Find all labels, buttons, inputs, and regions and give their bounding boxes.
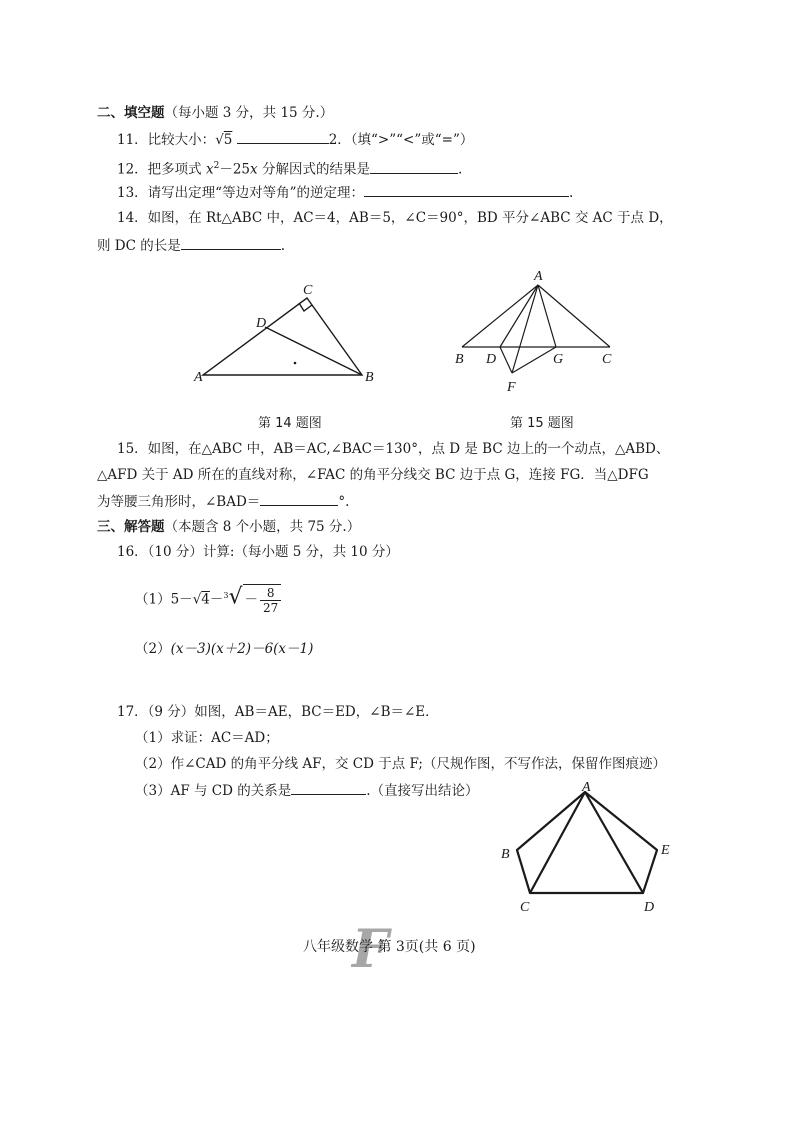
q15-line3-text: 为等腰三角形时，∠BAD＝ [97,494,261,510]
fig15-line-df [500,347,512,373]
fig14-label-d: D [256,316,267,331]
fig14-label-c: C [303,283,313,298]
figure-15 [450,265,630,400]
q16-p1-minus: － [209,591,224,608]
q12-coefficient: －25 [219,161,251,178]
question-14-line2 [97,236,285,255]
fraction-denominator: 27 [263,600,279,615]
fig17-label-c: C [520,900,530,915]
section-3-heading: 三、解答题 [97,519,165,535]
fig17-label-b: B [501,847,510,862]
q17-p3-end: .（直接写出结论） [366,783,479,799]
q17-p3-text: （3）AF 与 CD 的关系是 [135,783,292,799]
fig17-label-e: E [661,843,670,858]
q13-text: 13．请写出定理“等边对等角”的逆定理： [117,185,364,201]
q16-p2-expression: (x－3)(x＋2)－6(x－1) [170,641,314,657]
q11-suffix: 2．（填“>”“<”或“=”） [328,132,474,148]
question-17-part-3 [135,781,479,800]
sqrt-symbol: √ [192,591,202,608]
q17-answer-blank[interactable] [291,781,366,795]
q15-end: °. [338,494,350,510]
section-2-note: （每小题 3 分，共 15 分.） [164,105,334,121]
fig15-line-ac [538,285,610,347]
q16-p1-root-index: 3 [223,591,229,600]
fig17-segment-ad [585,792,643,893]
q14-answer-blank[interactable] [181,236,281,250]
q12-var-x: x [205,161,214,178]
fig15-line-ad [500,285,538,347]
fig14-right-angle-mark [299,303,312,311]
fig14-label-b: B [365,370,374,385]
question-15-line1: 15．如图，在△ABC 中，AB＝AC,∠BAC＝130°，点 D 是 BC 边上的一个动点，△ABD、 [117,441,670,457]
fraction-numerator: 8 [260,586,281,601]
fig15-label-g: G [553,352,564,367]
section-2-heading: 二、填空题 [97,105,165,121]
fig14-label-a: A [194,370,203,385]
q14-end: . [280,238,286,254]
q16-p1-prefix: （1）5－ [135,591,193,608]
question-15-line3 [97,492,349,511]
q12-exponent: 2 [213,161,220,171]
question-15-line2: △AFD 关于 AD 所在的直线对称，∠FAC 的角平分线交 BC 边于点 G，连接 FG．当△DFG [97,467,649,483]
fig15-label-b: B [455,352,464,367]
question-16-title: 16．（10 分）计算:（每小题 5 分，共 10 分） [117,544,399,560]
q16-p2-label: （2） [135,641,171,657]
fig15-label-c: C [602,352,612,367]
question-12 [117,157,462,179]
fig15-line-ab [462,285,538,347]
cube-root-symbol: √ [228,584,243,610]
question-17-part-2: （2）作∠CAD 的角平分线 AF，交 CD 于点 F;（尺规作图，不写作法，保留作图痕迹） [135,756,666,772]
question-17-part-1: （1）求证：AC＝AD； [135,730,279,746]
q12-end: . [457,161,463,178]
question-17-title: 17．（9 分）如图，AB＝AE，BC＝ED，∠B＝∠E． [117,704,439,720]
question-16-part-1 [135,581,281,615]
fig14-segment-bd [265,327,362,375]
fig15-label-f: F [507,380,516,395]
sqrt-symbol: √ [215,132,224,148]
q15-answer-blank[interactable] [260,492,338,506]
q11-prefix: 11．比较大小： [117,132,216,148]
fig15-line-ag [538,285,556,347]
q14-line2-text: 则 DC 的长是 [97,238,181,254]
q16-p1-radicand: 4 [201,591,210,608]
q11-answer-blank[interactable] [237,130,329,144]
q16-p1-fraction [260,586,281,615]
question-11 [117,130,473,149]
q13-answer-blank[interactable] [364,183,569,197]
fig15-label-a: A [534,269,543,284]
q12-suffix: 分解因式的结果是 [257,161,370,178]
fig17-segment-ac [530,792,585,893]
q12-answer-blank[interactable] [370,160,458,174]
fig17-label-a: A [582,780,591,795]
page-footer: 八年级数学 第 3页(共 6 页) [303,939,476,955]
fig17-label-d: D [644,900,655,915]
figure-17 [495,778,685,918]
question-14-line1: 14．如图，在 Rt△ABC 中，AC＝4，AB＝5，∠C＝90°，BD 平分∠ABC 交 AC 于点 D， [117,210,673,226]
section-2-header [97,104,333,122]
question-16-part-2 [135,640,313,658]
q11-radicand: 5 [223,132,233,148]
question-13 [117,183,573,202]
section-3-note: （本题含 8 个小题，共 75 分.） [164,519,361,535]
q16-p1-neg-sign: － [244,591,259,608]
footer-stamp: F [352,919,389,980]
figure-14-caption: 第 14 题图 [258,416,322,431]
q12-prefix: 12．把多项式 [117,161,206,178]
fig15-label-d: D [486,352,497,367]
figure-14 [185,278,385,388]
section-3-header [97,518,360,536]
q13-end: . [568,185,574,201]
figure-15-caption: 第 15 题图 [510,416,574,431]
fig14-dot [294,362,297,365]
q12-var-x2: x [250,161,258,178]
